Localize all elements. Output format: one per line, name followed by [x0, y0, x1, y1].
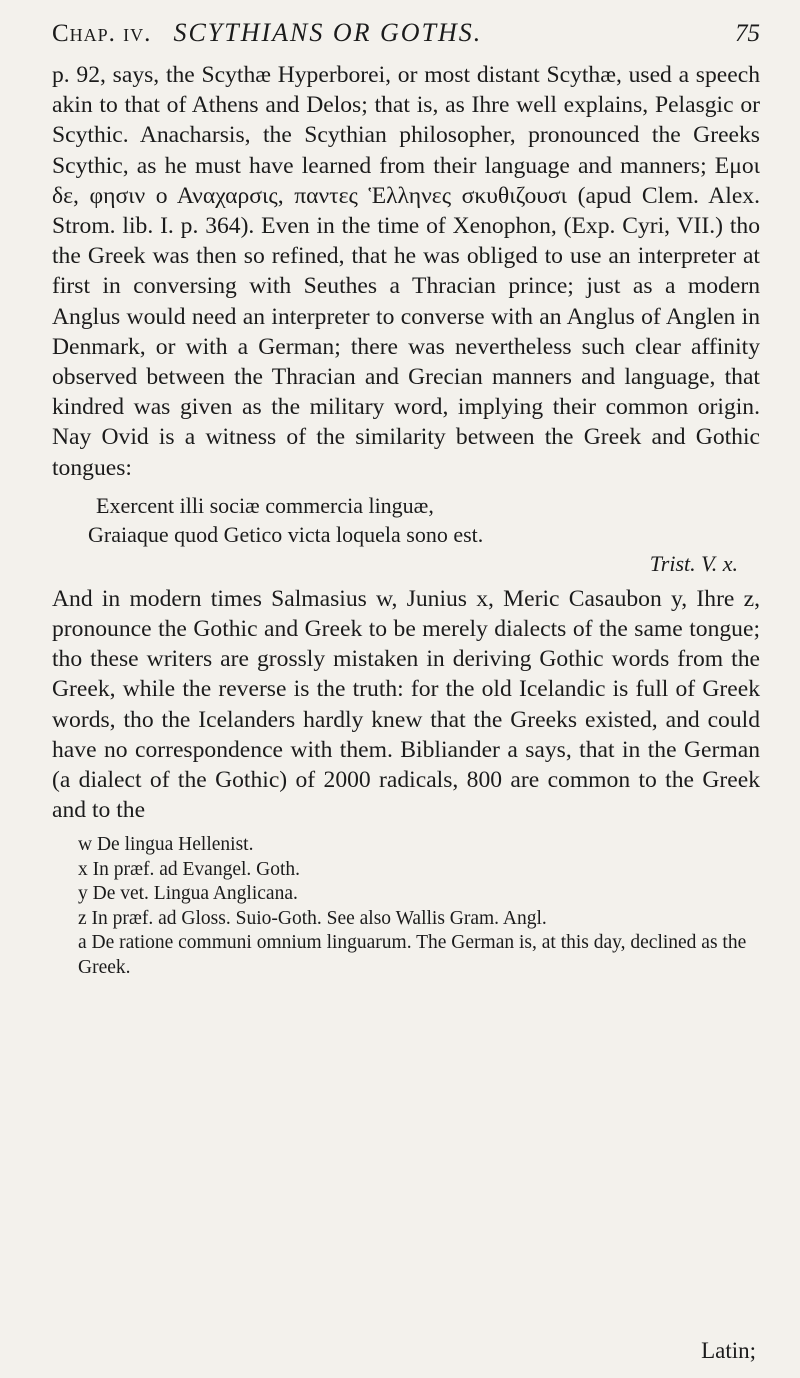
paragraph-2: And in modern times Salmasius w, Junius x, Meric Casaubon y, Ihre z, pronounce the Gothic and Greek to be merely dialects of the same tongue; tho these writers are grossly mistaken in deriving Gothic words from the Greek, while the reverse is the truth: for the old Icelandic is full of Greek words, tho the Icelanders hardly knew that the Greeks existed, and could have no correspondence with them. Bibliander a says, that in the German (a dialect of the Gothic) of 2000 radicals, 800 are common to the Greek and to the: [52, 585, 760, 824]
running-header: [52, 18, 760, 52]
paragraph-1: p. 92, says, the Scythæ Hyperborei, or most distant Scythæ, used a speech akin to that of Athens and Delos; that is, as Ihre well explains, Pelasgic or Scythic. Anacharsis, the Scythian philosopher, pronounced the Greeks Scythic, as he must have learned from their language and manners; Εμοι δε, φησιν ο Αναχαρσις, παντες Ἑλληνες σκυθιζουσι (apud Clem. Alex. Strom. lib. I. p. 364). Even in the time of Xenophon, (Exp. Cyri, VII.) tho the Greek was then so refined, that he was obliged to use an interpreter at first in conversing with Seuthes a Thracian prince; just as a modern Anglus would need an interpreter to converse with an Anglus of Anglen in Denmark, or with a German; there was nevertheless such clear affinity observed between the Thracian and Grecian manners and language, that kindred was given as the military word, implying their common origin. Nay Ovid is a witness of the similarity between the Greek and Gothic tongues:: [52, 62, 760, 481]
footnote-z: z In præf. ad Gloss. Suio-Goth. See also Wallis Gram. Angl.: [78, 907, 547, 929]
running-title: SCYTHIANS OR GOTHS.: [173, 18, 483, 47]
footnote-a: a De ratione communi omnium linguarum. The German is, at this day, declined as the Greek.: [78, 932, 747, 978]
chapter-label: Chap. iv.: [52, 20, 152, 47]
footnotes: [52, 833, 760, 980]
catchword: Latin;: [701, 1338, 756, 1363]
footnote-y: y De vet. Lingua Anglicana.: [78, 883, 298, 905]
quote-source: Trist. V. x.: [649, 550, 738, 576]
ovid-quotation: [52, 491, 760, 578]
footnote-x: x In præf. ad Evangel. Goth.: [78, 858, 301, 880]
footnote-w: w De lingua Hellenist.: [78, 834, 254, 856]
quote-line-2: Graiaque quod Getico victa loquela sono est.: [88, 521, 484, 547]
page-number: 75: [735, 20, 760, 47]
quote-line-1: Exercent illi sociæ commercia linguæ,: [96, 492, 434, 518]
main-text: [52, 60, 760, 825]
